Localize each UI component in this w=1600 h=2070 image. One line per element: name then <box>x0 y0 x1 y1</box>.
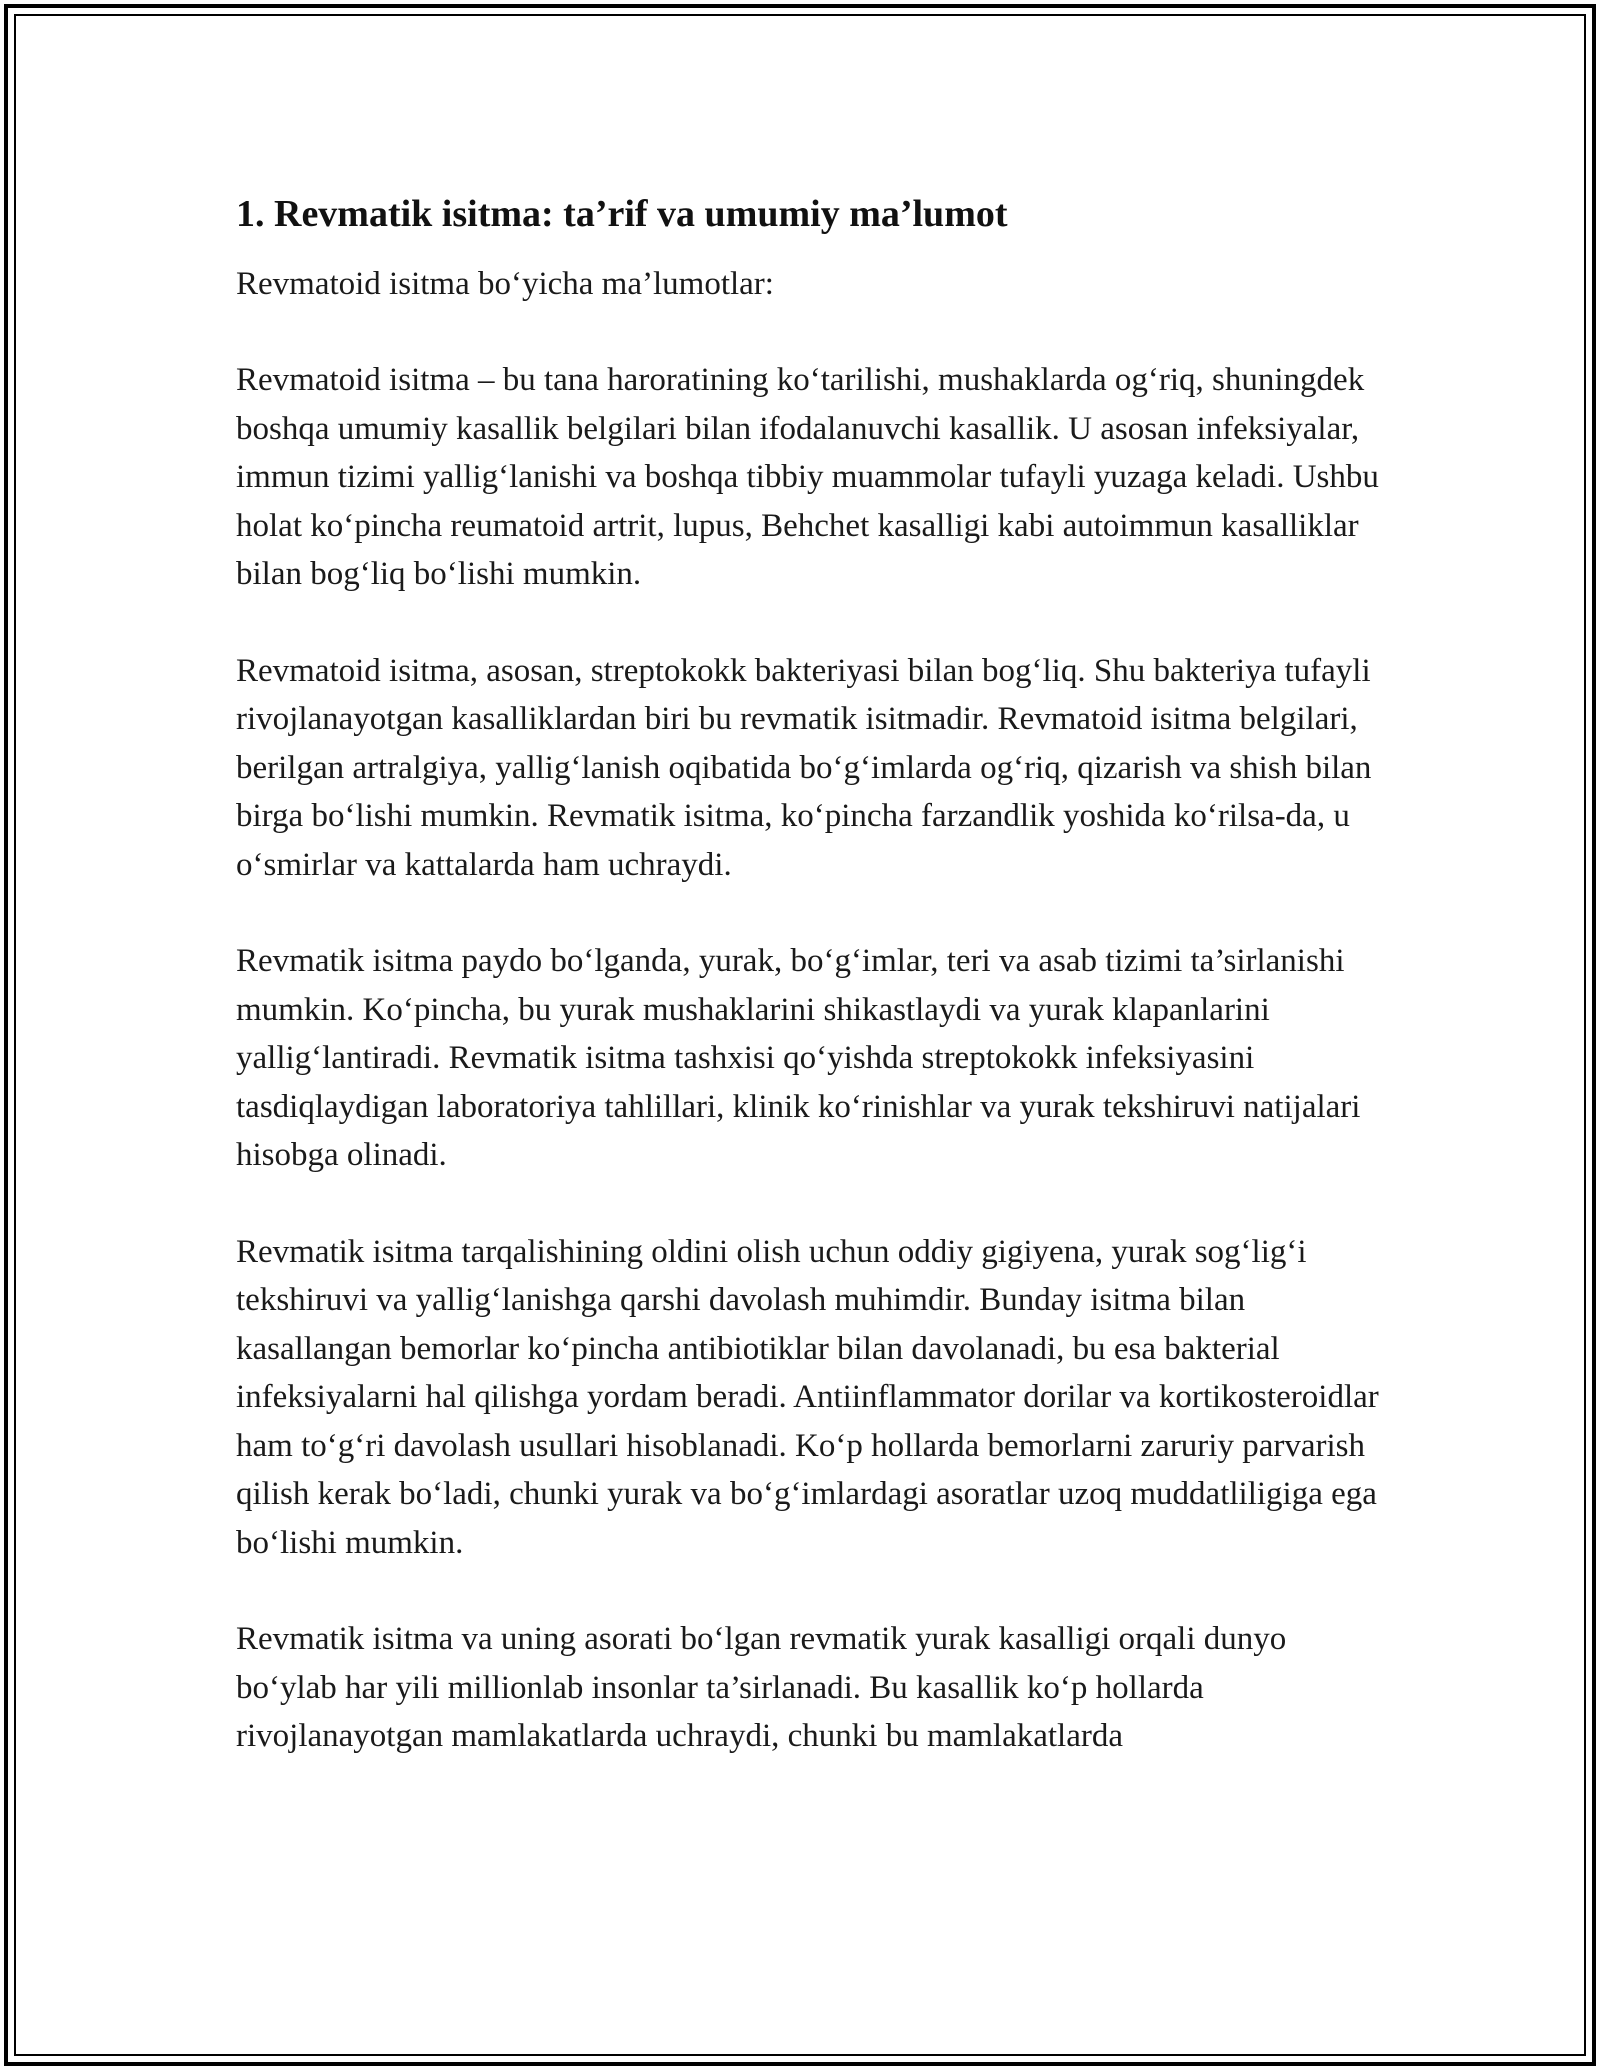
paragraph: Revmatoid isitma, asosan, streptokokk bakteriyasi bilan bog‘liq. Shu bakteriya tufayli rivojlanayotgan kasalliklardan biri bu revmatik isitmadir. Revmatoid isitma belgilari, berilgan artralgiya, yallig‘lanish oqibatida bo‘g‘imlarda og‘riq, qizarish va shish bilan birga bo‘lishi mumkin. Revmatik isitma, ko‘pincha farzandlik yoshida ko‘rilsa-da, u o‘smirlar va kattalarda ham uchraydi. <box>236 652 1372 883</box>
intro-line: Revmatoid isitma bo‘yicha ma’lumotlar: <box>236 266 774 302</box>
document-body <box>236 188 1386 1809</box>
section-heading: 1. Revmatik isitma: ta’rif va umumiy ma’lumot <box>236 193 1008 235</box>
paragraph: Revmatik isitma paydo bo‘lganda, yurak, bo‘g‘imlar, teri va asab tizimi ta’sirlanishi mumkin. Ko‘pincha, bu yurak mushaklarini shikastlaydi va yurak klapanlarini yallig‘lantiradi. Revmatik isitma tashxisi qo‘yishda streptokokk infeksiyasini tasdiqlaydigan laboratoriya tahlillari, klinik ko‘rinishlar va yurak tekshiruvi natijalari hisobga olinadi. <box>236 943 1361 1173</box>
paragraph: Revmatoid isitma – bu tana haroratining ko‘tarilishi, mushaklarda og‘riq, shuningdek boshqa umumiy kasallik belgilari bilan ifodalanuvchi kasallik. U asosan infeksiyalar, immun tizimi yallig‘lanishi va boshqa tibbiy muammolar tufayli yuzaga keladi. Ushbu holat ko‘pincha reumatoid artrit, lupus, Behchet kasalligi kabi autoimmun kasalliklar bilan bog‘liq bo‘lishi mumkin. <box>236 362 1379 592</box>
paragraph: Revmatik isitma va uning asorati bo‘lgan revmatik yurak kasalligi orqali dunyo bo‘ylab har yili millionlab insonlar ta’sirlanadi. Bu kasallik ko‘p hollarda rivojlanayotgan mamlakatlarda uchraydi, chunki bu mamlakatlarda <box>236 1621 1287 1754</box>
paragraph: Revmatik isitma tarqalishining oldini olish uchun oddiy gigiyena, yurak sog‘lig‘i tekshiruvi va yallig‘lanishga qarshi davolash muhimdir. Bunday isitma bilan kasallangan bemorlar ko‘pincha antibiotiklar bilan davolanadi, bu esa bakterial infeksiyalarni hal qilishga yordam beradi. Antiinflammator dorilar va kortikosteroidlar ham to‘g‘ri davolash usullari hisoblanadi. Ko‘p hollarda bemorlarni zaruriy parvarish qilish kerak bo‘ladi, chunki yurak va bo‘g‘imlardagi asoratlar uzoq muddatliligiga ega bo‘lishi mumkin. <box>236 1233 1379 1561</box>
